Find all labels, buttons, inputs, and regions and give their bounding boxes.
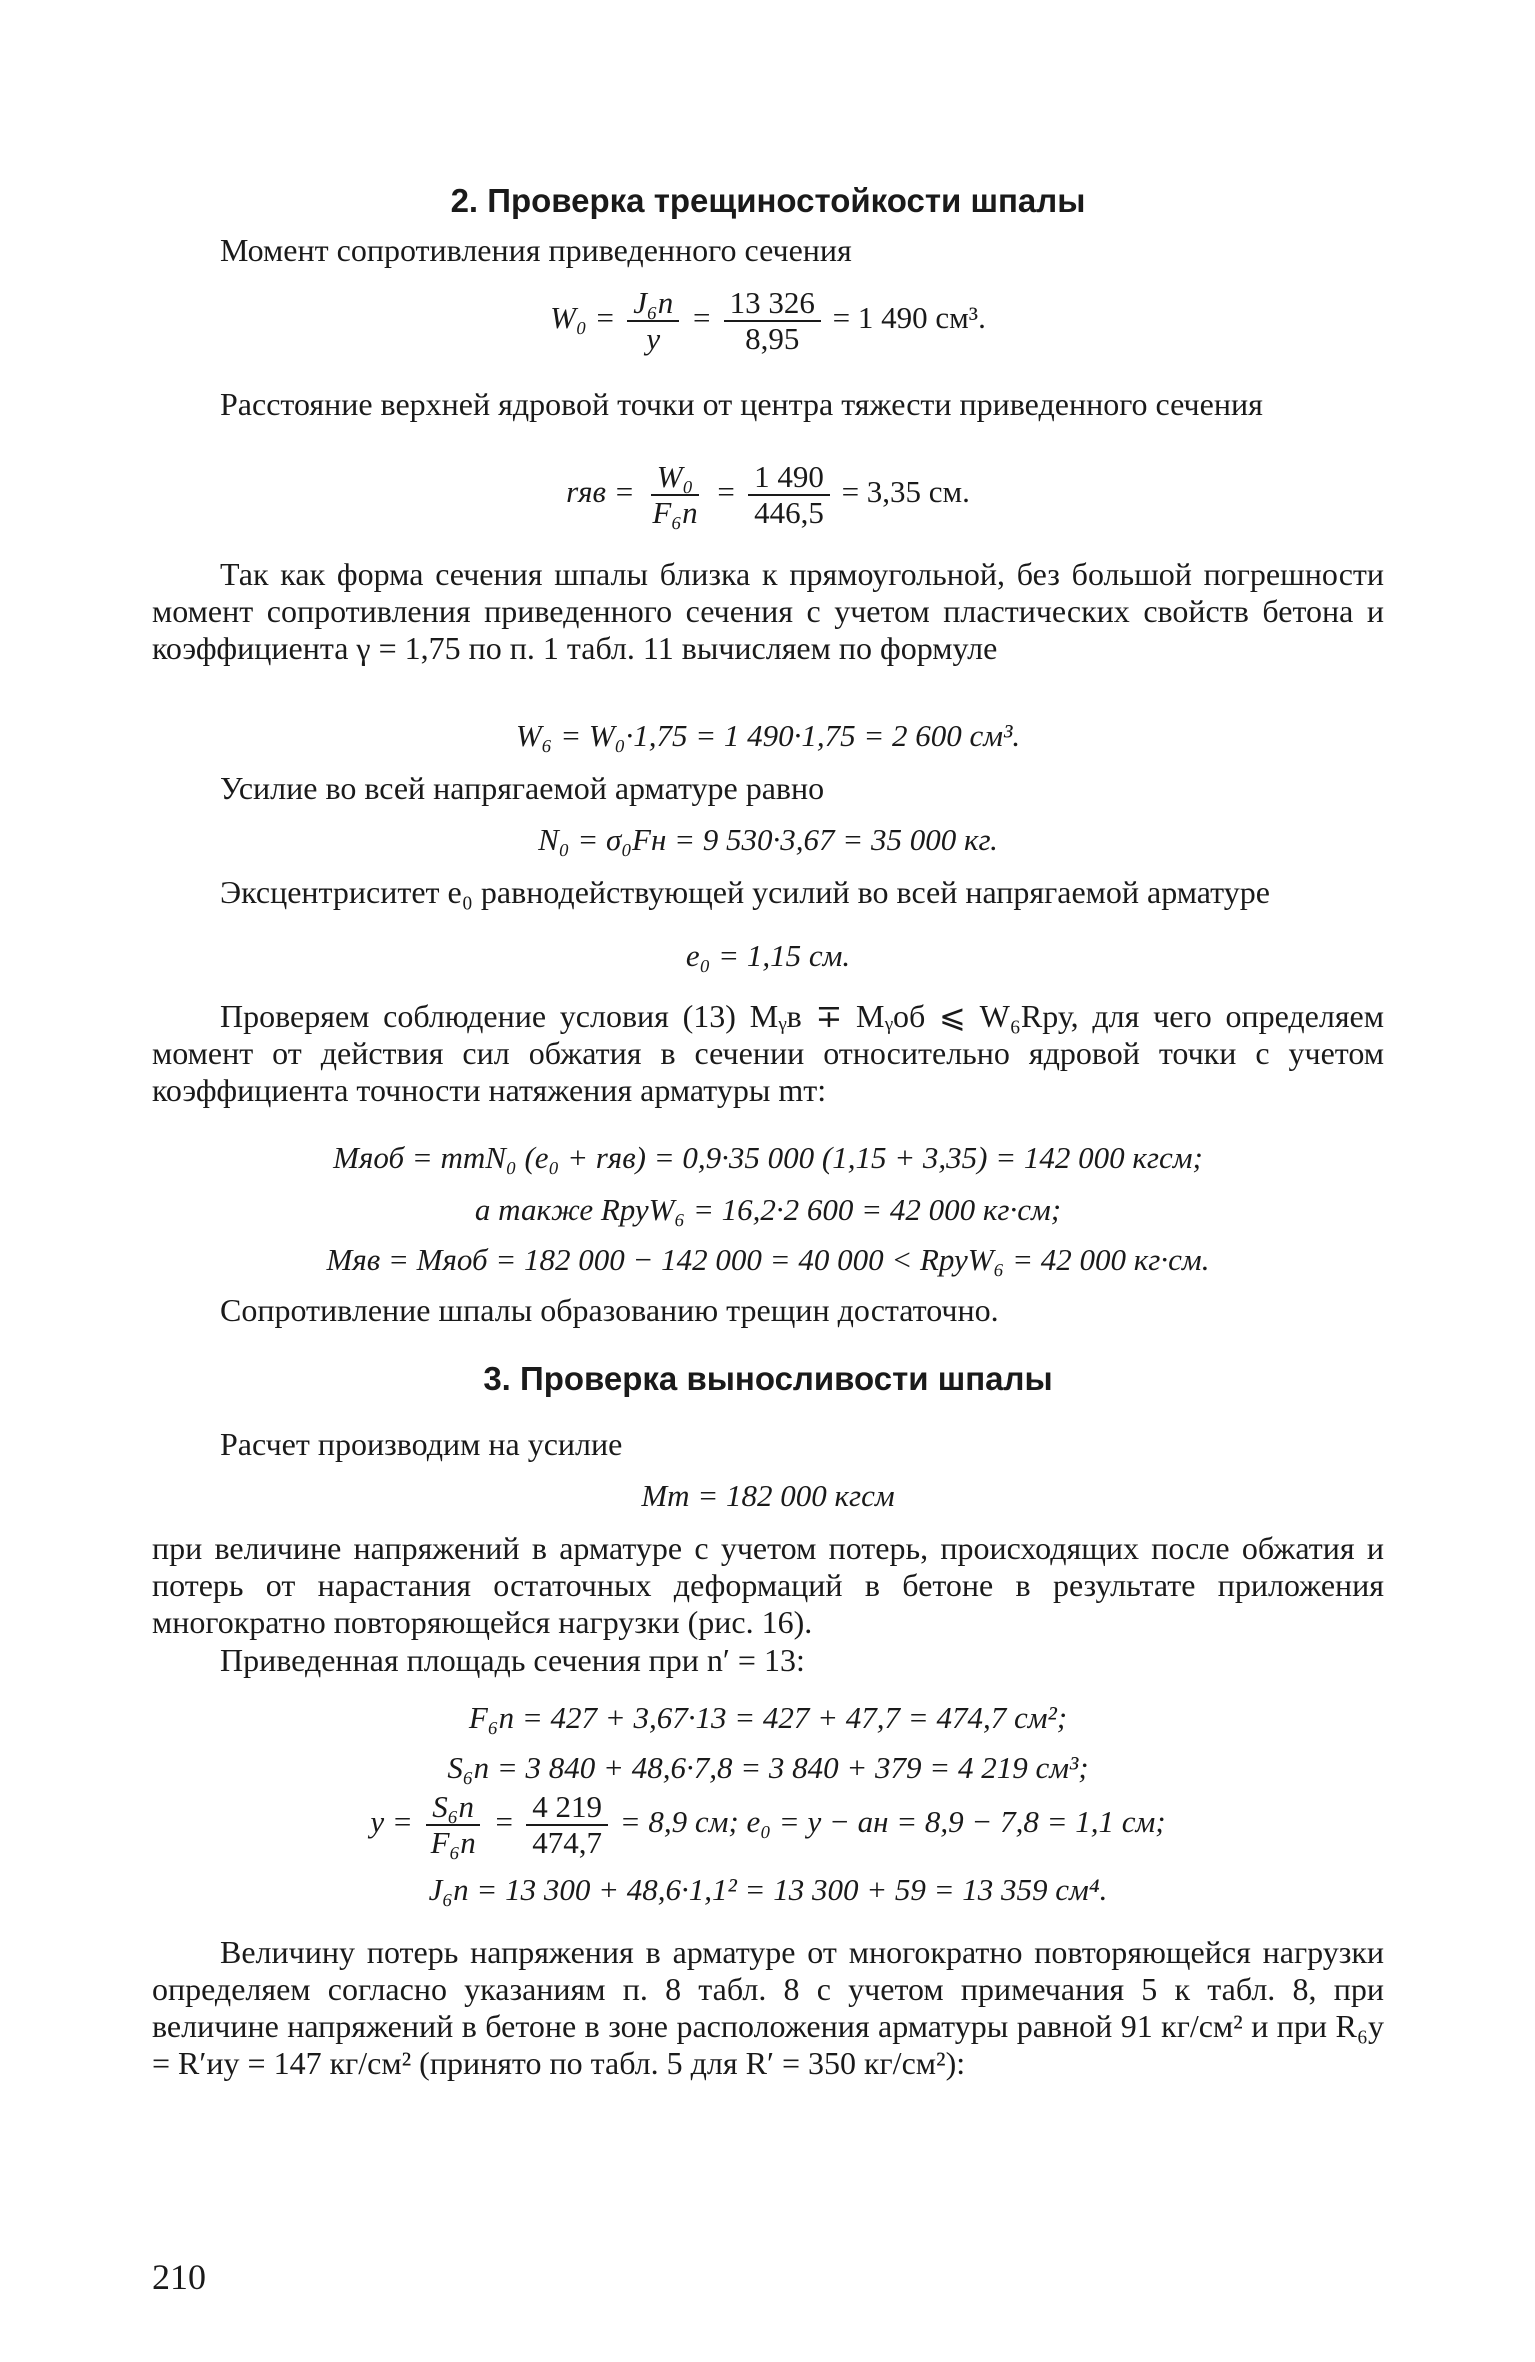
formula-w6: W₆ = W₀·1,75 = 1 490·1,75 = 2 600 см³. [515,718,1021,753]
paragraph: Так как форма сечения шпалы близка к прямоугольной, без большой погрешности момент сопротивления приведенного сечения с учетом пластических свойств бетона и коэффициента γ = 1,75 по п. 1 табл. 11 вычисляем по формуле [152,556,1384,666]
numerator: 4 219 [526,1790,608,1826]
paragraph: Величину потерь напряжения в арматуре от многократно повторяющейся нагрузки определяем согласно указаниям п. 8 табл. 8 с учетом примечания 5 к табл. 8, при величине напряжений в бетоне в зоне расположения арматуры равной 91 кг/см² и при R₆у = R′иу = 147 кг/см² (принято по табл. 5 для R′ = 350 кг/см²): [152,1934,1384,2081]
formula-part: = 8,9 см; e₀ = y − aн = 8,9 − 7,8 = 1,1 см; [619,1804,1166,1840]
fraction [627,286,679,356]
paragraph: Усилие во всей напрягаемой арматуре равно [220,770,825,806]
formula-part: W₀ = [550,300,616,336]
formula-sbp: S₆п = 3 840 + 48,6·7,8 = 3 840 + 379 = 4 219 см³; [447,1750,1089,1785]
denominator: F₆п [430,1825,476,1860]
denominator: F₆п [652,495,698,530]
formula-w0 [152,286,1384,356]
fraction [526,1790,608,1860]
formula-part: = [493,1804,515,1840]
paragraph: Эксцентриситет e₀ равнодействующей усилий во всей напрягаемой арматуре [220,874,1270,910]
formula-mt: Mт = 182 000 кгсм [641,1478,895,1513]
denominator: 474,7 [532,1825,602,1860]
fraction [425,1790,482,1860]
denominator: 8,95 [745,321,800,356]
numerator: W₀ [651,460,700,496]
paragraph: Сопротивление шпалы образованию трещин достаточно. [220,1292,999,1328]
formula-m-v: Mяв = Mяоб = 182 000 − 142 000 = 40 000 < RруW₆ = 42 000 кг·см. [326,1242,1210,1277]
formula-n0: N₀ = σ₀Fн = 9 530·3,67 = 35 000 кг. [538,822,998,857]
page-number: 210 [152,2257,206,2297]
formula-part: = 1 490 см³. [832,300,986,336]
numerator: J₆п [627,286,679,322]
formula-part: = 3,35 см. [841,474,970,510]
numerator: 1 490 [748,460,830,496]
formula-part: y = [370,1804,413,1840]
formula-rru: а также RруW₆ = 16,2·2 600 = 42 000 кг·см; [474,1192,1062,1227]
fraction [748,460,830,530]
formula-fbp: F₆п = 427 + 3,67·13 = 427 + 47,7 = 474,7 см²; [468,1700,1068,1735]
formula-e0: e₀ = 1,15 см. [685,938,851,973]
paragraph: при величине напряжений в арматуре с учетом потерь, происходящих после обжатия и потерь от нарастания остаточных деформаций в бетоне в результате приложения многократно повторяющейся нагрузки (рис. 16). [152,1530,1384,1640]
formula-part: rяв = [566,474,635,510]
paragraph: Расчет производим на усилие [220,1426,623,1462]
formula-m-ob: Mяоб = mтN₀ (e₀ + rяв) = 0,9·35 000 (1,15 + 3,35) = 142 000 кгсм; [333,1140,1203,1175]
formula-jbp: J₆п = 13 300 + 48,6·1,1² = 13 300 + 59 = 13 359 см⁴. [428,1872,1108,1907]
section-3-heading: 3. Проверка выносливости шпалы [483,1360,1053,1397]
fraction [646,460,703,530]
formula-y [152,1790,1384,1860]
denominator: y [646,321,661,356]
denominator: 446,5 [754,495,824,530]
paragraph: Приведенная площадь сечения при n′ = 13: [220,1642,805,1678]
section-2-heading: 2. Проверка трещиностойкости шпалы [450,182,1086,219]
formula-part: = [691,300,712,336]
numerator: 13 326 [724,286,821,322]
paragraph: Расстояние верхней ядровой точки от центра тяжести приведенного сечения [220,386,1263,422]
paragraph: Момент сопротивления приведенного сечения [220,232,852,268]
paragraph: Проверяем соблюдение условия (13) Mᵧв ∓ Mᵧоб ⩽ W₆Rру, для чего определяем момент от действия сил обжатия в сечении относительно ядровой точки с учетом коэффициента точности натяжения арматуры mт: [152,998,1384,1108]
numerator: S₆п [426,1790,480,1826]
text-column [152,0,1384,2362]
fraction [724,286,821,356]
formula-ryav [152,460,1384,530]
formula-part: = [715,474,737,510]
